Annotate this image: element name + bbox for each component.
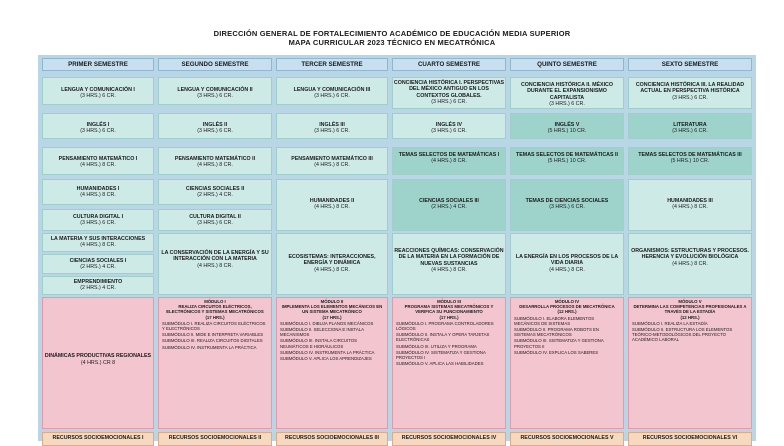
submodule: SUBMÓDULO II. SELECCIONA E INSTALA MECANISMOS (280, 327, 364, 338)
subject-cell (158, 179, 272, 205)
subject-cell (392, 179, 506, 231)
subject-name: REACCIONES QUÍMICAS: CONSERVACIÓN DE LA MATERIA EN LA FORMACIÓN DE NUEVAS SUSTANCIAS (394, 248, 504, 267)
subject-name: CIENCIAS SOCIALES I (69, 258, 127, 264)
subject-hours: (3 HRS.) 6 CR. (549, 204, 585, 211)
subject-cell (42, 233, 154, 252)
subject-cell (510, 233, 624, 295)
subject-hours: (3 HRS.) 6 CR. (431, 98, 467, 105)
submodule: SUBMÓDULO IV. EXPLICA LOS SABERES (514, 349, 599, 355)
professional-module (392, 297, 506, 429)
subject-name: LENGUA Y COMUNICACIÓN III (293, 87, 371, 93)
subject-hours: (4 HRS.) 8 CR. (197, 262, 233, 269)
submodule: SUBMÓDULO IV. INSTRUMENTA LA PRÁCTICA (162, 344, 257, 350)
subject-hours: (4 HRS.) 8 CR. (197, 162, 233, 169)
subject-cell (276, 179, 388, 231)
subject-cell (42, 77, 154, 105)
subject-name: LA CONSERVACIÓN DE LA ENERGÍA Y SU INTERACCIÓN CON LA MATERIA (161, 250, 269, 263)
subject-hours: (4 HRS.) 8 CR. (80, 162, 116, 169)
semester-column-5 (510, 55, 624, 441)
subject-cell (392, 233, 506, 295)
subject-name: TEMAS SELECTOS DE MATEMÁTICAS II (516, 152, 618, 158)
submodule: SUBMÓDULO I. REALIZA LA ESTADÍA (632, 320, 708, 326)
subject-hours: (3 HRS.) 6 CR. (314, 93, 350, 100)
module-hours: (17 HRS.) (205, 314, 225, 320)
subject-hours: (3 HRS.) 6 CR. (672, 94, 708, 101)
subject-name: CONCIENCIA HISTÓRICA II. MÉXICO DURANTE EL EXPANSIONISMO CAPITALISTA (520, 82, 613, 101)
semester-column-6 (628, 55, 752, 441)
subject-cell (392, 77, 506, 109)
module-title (43, 353, 153, 366)
curriculum-grid (38, 55, 756, 441)
subject-hours: (3 HRS.) 6 CR. (197, 128, 233, 135)
semester-column-2 (158, 55, 272, 441)
submodule: SUBMÓDULO V. APLICA LOS APRENDIZAJES (280, 356, 372, 362)
submodule: SUBMÓDULO II. INSTALA Y OPERA TARJETAS ELECTRÓNICAS (396, 332, 490, 343)
subject-name: HUMANIDADES III (667, 198, 713, 204)
subject-hours: (2 HRS.) 4 CR. (80, 264, 116, 271)
module-description: DETERMINA LAS COMPETENCIAS PROFESIONALES A TRAVÉS DE LA ESTADÍA (633, 304, 747, 315)
subject-cell (392, 147, 506, 175)
submodule: SUBMÓDULO IV. INSTRUMENTA LA PRÁCTICA (280, 349, 375, 355)
subject-name: INGLÉS V (554, 122, 580, 128)
document-title: DIRECCIÓN GENERAL DE FORTALECIMIENTO ACADÉMICO DE EDUCACIÓN MEDIA SUPERIOR (213, 29, 571, 38)
subject-name: HUMANIDADES I (76, 186, 120, 192)
subject-cell (42, 147, 154, 175)
bottom-subject: RECURSOS SOCIOEMOCIONALES III (276, 432, 388, 446)
module-description: PROGRAMA SISTEMAS MECATRÓNICOS Y VERIFICA SU FUNCIONAMIENTO (404, 304, 494, 315)
semester-header: CUARTO SEMESTRE (392, 58, 506, 71)
subject-hours: (2 HRS.) 4 CR. (431, 204, 467, 211)
professional-module (628, 297, 752, 429)
subject-name: PENSAMIENTO MATEMÁTICO I (58, 156, 138, 162)
subject-hours: (5 HRS.) 10 CR. (670, 158, 710, 165)
subject-name: LENGUA Y COMUNICACIÓN I (61, 87, 135, 93)
subject-name: LITERATURA (673, 122, 707, 128)
subject-name: INGLÉS I (86, 122, 110, 128)
subject-hours: (4 HRS.) 8 CR. (672, 260, 708, 267)
subject-name: CULTURA DIGITAL II (189, 214, 241, 220)
subject-name: INGLÉS III (319, 122, 345, 128)
subject-cell (628, 179, 752, 231)
module-description: IMPLEMENTA LOS ELEMENTOS MECÁNICOS EN UN SISTEMA MECATRÓNICO (281, 304, 383, 315)
professional-module (510, 297, 624, 429)
subject-cell (276, 77, 388, 105)
submodule: SUBMÓDULO II. PROGRAMA ROBOTS EN SISTEMAS MECATRÓNICOS (514, 327, 599, 338)
subject-name: EMPRENDIMIENTO (73, 279, 123, 285)
subject-cell (158, 147, 272, 175)
subject-cell (628, 77, 752, 109)
subject-cell (158, 233, 272, 295)
subject-hours: (4 HRS.) 8 CR. (431, 266, 467, 273)
subject-hours: (3 HRS.) 6 CR. (431, 128, 467, 135)
subject-name: LA ENERGÍA EN LOS PROCESOS DE LA VIDA DIARIA (515, 254, 619, 267)
subject-cell (510, 147, 624, 175)
subject-cell (628, 233, 752, 295)
subject-cell (392, 113, 506, 139)
subject-hours: (4 HRS.) 8 CR. (80, 242, 116, 249)
subject-hours: (4 HRS.) 8 CR. (431, 158, 467, 165)
subject-cell (42, 209, 154, 231)
submodule: SUBMÓDULO I. ELABORA ELEMENTOS MECÁNICOS DE SISTEMAS (514, 315, 595, 326)
submodule: SUBMÓDULO I. DIBUJA PLANOS MECÁNICOS (280, 320, 374, 326)
module-hours: (12 HRS.) (557, 309, 577, 315)
subject-cell (510, 77, 624, 109)
bottom-subject: RECURSOS SOCIOEMOCIONALES II (158, 432, 272, 446)
subject-hours: (5 HRS.) 10 CR. (547, 158, 587, 165)
professional-module (276, 297, 388, 429)
semester-column-1 (42, 55, 154, 441)
subject-name: CIENCIAS SOCIALES II (185, 186, 245, 192)
subject-name: CONCIENCIA HISTÓRICA I. PERSPECTIVAS DEL MÉXICO ANTIGUO EN LOS CONTEXTOS GLOBALES. (393, 80, 505, 99)
subject-hours: (4 HRS.) 8 CR. (549, 266, 585, 273)
subject-cell (158, 209, 272, 231)
submodule: SUBMÓDULO III. REALIZA CIRCUITOS DIGITALES (162, 338, 263, 344)
subject-hours: (4 HRS.) 8 CR. (672, 204, 708, 211)
subject-name: INGLÉS II (202, 122, 228, 128)
bottom-subject: RECURSOS SOCIOEMOCIONALES IV (392, 432, 506, 446)
module-hours: (17 HRS.) (322, 314, 342, 320)
submodule: SUBMÓDULO II. MIDE E INTERPRETA VARIABLES (162, 332, 264, 338)
submodule: SUBMÓDULO I. PROGRAMA CONTROLADORES LÓGICOS (396, 320, 494, 332)
professional-module (42, 297, 154, 429)
subject-cell (42, 179, 154, 205)
subject-hours: (3 HRS.) 6 CR. (672, 128, 708, 135)
module-description: DESARROLLA PROCESOS DE MECATRÓNICA (519, 304, 615, 310)
subject-cell (510, 113, 624, 139)
module-number: MÓDULO II (320, 299, 344, 304)
subject-name: CIENCIAS SOCIALES III (419, 198, 479, 204)
module-hours: (4 HRS.) CR 8 (80, 359, 116, 366)
subject-hours: (3 HRS.) 6 CR. (197, 93, 233, 100)
subject-name: PENSAMIENTO MATEMÁTICO II (174, 156, 256, 162)
subject-name: PENSAMIENTO MATEMÁTICO III (291, 156, 373, 162)
subject-cell (276, 147, 388, 175)
subject-hours: (3 HRS.) 6 CR. (549, 100, 585, 107)
subject-cell (158, 77, 272, 105)
subject-name: ECOSISTEMAS: INTERACCIONES, ENERGÍA Y DINÁMICA (288, 254, 376, 267)
semester-column-4 (392, 55, 506, 441)
bottom-subject: RECURSOS SOCIOEMOCIONALES V (510, 432, 624, 446)
subject-hours: (3 HRS.) 6 CR. (80, 220, 116, 227)
semester-header: QUINTO SEMESTRE (510, 58, 624, 71)
subject-cell (276, 233, 388, 295)
module-name: DINÁMICAS PRODUCTIVAS REGIONALES (44, 353, 152, 359)
subject-cell (42, 113, 154, 139)
subject-name: CULTURA DIGITAL I (72, 214, 124, 220)
bottom-subject: RECURSOS SOCIOEMOCIONALES I (42, 432, 154, 446)
module-number: MÓDULO III (437, 299, 461, 304)
subject-hours: (2 HRS.) 4 CR. (197, 192, 233, 199)
professional-module (158, 297, 272, 429)
submodule: SUBMÓDULO IV. SISTEMATIZA Y GESTIONA PROYECTOS I (396, 349, 486, 361)
subject-hours: (3 HRS.) 6 CR. (80, 93, 116, 100)
module-description: REALIZA CIRCUITOS ELÉCTRICOS, ELECTRÓNICOS Y SISTEMAS MECATRÓNICOS (166, 304, 264, 315)
submodule: SUBMÓDULO III. UTILIZA Y PROGRAMA (396, 343, 477, 349)
subject-cell (510, 179, 624, 231)
subject-hours: (3 HRS.) 6 CR. (80, 128, 116, 135)
semester-header: SEXTO SEMESTRE (628, 58, 752, 71)
subject-name: INGLÉS IV (435, 122, 463, 128)
subject-cell (42, 254, 154, 274)
semester-header: TERCER SEMESTRE (276, 58, 388, 71)
semester-column-3 (276, 55, 388, 441)
document-subtitle: MAPA CURRICULAR 2023 TÉCNICO EN MECATRÓNICA (288, 38, 496, 47)
subject-cell (628, 147, 752, 175)
subject-cell (158, 113, 272, 139)
subject-hours: (4 HRS.) 8 CR. (80, 192, 116, 199)
semester-header: SEGUNDO SEMESTRE (158, 58, 272, 71)
subject-hours: (4 HRS.) 8 CR. (314, 266, 350, 273)
module-hours: (12 HRS.) (680, 314, 700, 320)
subject-name: TEMAS DE CIENCIAS SOCIALES (525, 198, 609, 204)
subject-hours: (3 HRS.) 6 CR. (314, 128, 350, 135)
subject-hours: (4 HRS.) 8 CR. (314, 204, 350, 211)
bottom-subject: RECURSOS SOCIOEMOCIONALES VI (628, 432, 752, 446)
subject-name: TEMAS SELECTOS DE MATEMÁTICAS III (638, 152, 742, 158)
subject-cell (276, 113, 388, 139)
submodule: SUBMÓDULO I. REALIZA CIRCUITOS ELÉCTRICOS Y ELECTRÓNICOS (162, 320, 266, 332)
module-number: MÓDULO I (204, 299, 226, 304)
subject-hours: (4 HRS.) 8 CR. (314, 162, 350, 169)
submodule: SUBMÓDULO III. SISTEMATIZA Y GESTIONA PROYECTOS II (514, 338, 604, 349)
subject-hours: (5 HRS.) 10 CR. (547, 128, 587, 135)
subject-hours: (2 HRS.) 4 CR. (80, 285, 116, 292)
subject-cell (628, 113, 752, 139)
subject-name: LENGUA Y COMUNICACIÓN II (177, 87, 253, 93)
subject-name: TEMAS SELECTOS DE MATEMÁTICAS I (398, 152, 500, 158)
subject-name: CONCIENCIA HISTÓRICA III. LA REALIDAD ACTUAL EN PERSPECTIVA HISTÓRICA (635, 82, 745, 95)
subject-cell (42, 276, 154, 295)
semester-header: PRIMER SEMESTRE (42, 58, 154, 71)
module-number: MÓDULO V (678, 299, 702, 304)
subject-name: ORGANISMOS: ESTRUCTURAS Y PROCESOS. HERENCIA Y EVOLUCIÓN BIOLÓGICA (631, 248, 749, 261)
submodule: SUBMÓDULO II. ESTRUCTURA LOS ELEMENTOS TEÓRICO-METODOLÓGICOS DEL PROYECTO ACADÉMICO LABORAL (632, 327, 733, 343)
subject-name: HUMANIDADES II (309, 198, 355, 204)
subject-hours: (3 HRS.) 6 CR. (197, 220, 233, 227)
submodule: SUBMÓDULO V. APLICA LAS HABILIDADES (396, 361, 484, 367)
submodule: SUBMÓDULO III. INSTALA CIRCUITOS NEUMÁTICOS E HIDRÁULICOS (280, 338, 357, 349)
module-hours: (17 HRS.) (439, 314, 459, 320)
subject-name: LA MATERIA Y SUS INTERACCIONES (50, 236, 146, 242)
module-number: MÓDULO IV (554, 299, 580, 304)
